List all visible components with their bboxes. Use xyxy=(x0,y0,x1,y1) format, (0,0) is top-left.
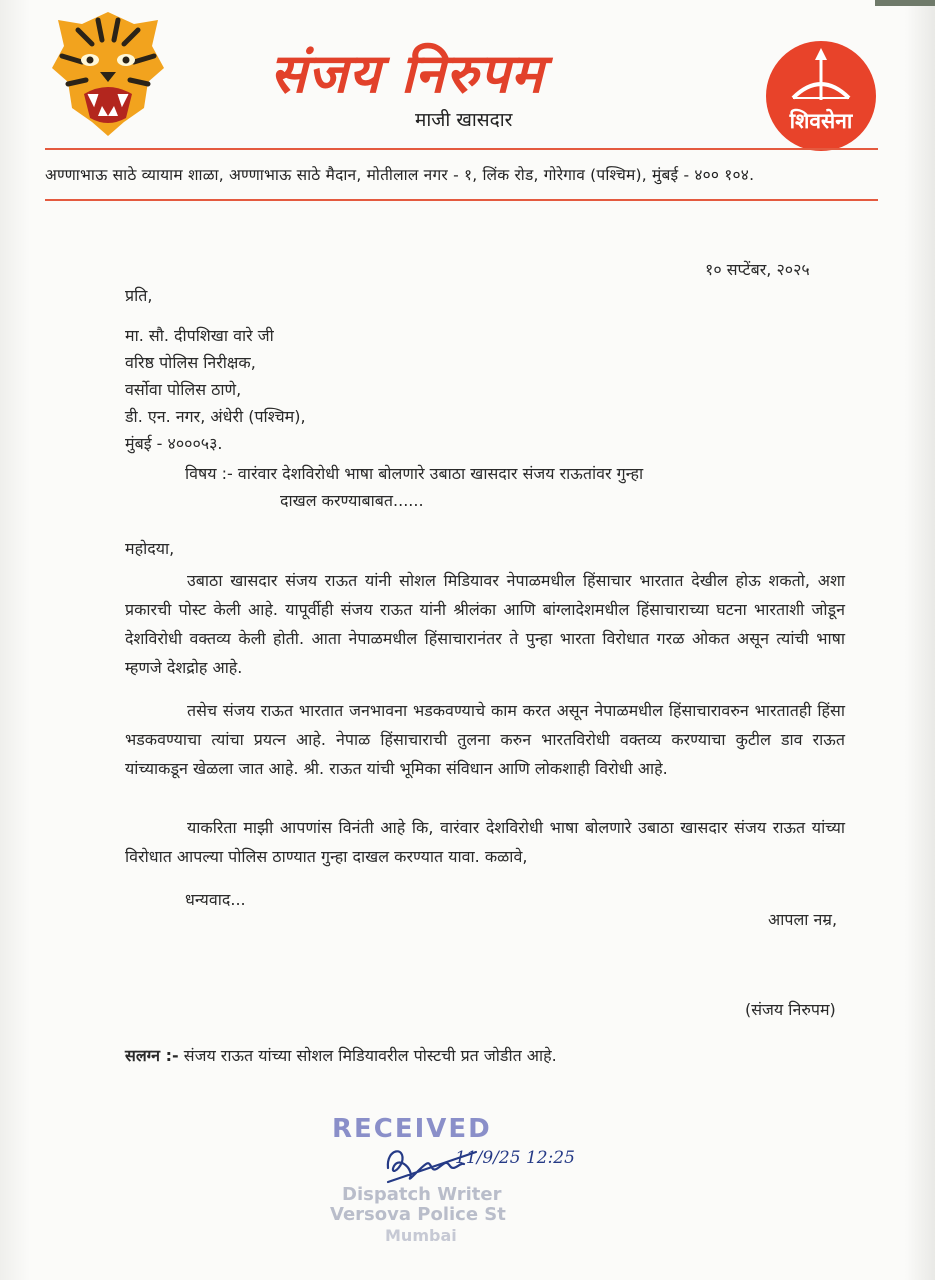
address-rule-top xyxy=(45,148,878,150)
recipient-line: डी. एन. नगर, अंधेरी (पश्चिम), xyxy=(125,407,306,426)
sender-name-title: संजय निरुपम xyxy=(270,42,544,105)
recipient-line: मा. सौ. दीपशिखा वारे जी xyxy=(125,326,274,345)
recipient-line: मुंबई - ४०००५३. xyxy=(125,434,223,453)
stamp-title: RECEIVED xyxy=(332,1114,492,1144)
stamp-handwritten-date: 11/9/25 12:25 xyxy=(455,1148,575,1168)
body-paragraph-1: उबाठा खासदार संजय राऊत यांनी सोशल मिडियावर नेपाळमधील हिंसाचार भारतात देखील होऊ शकतो, अशा प्रकारची पोस्ट केली आहे. यापूर्वीही संजय राऊत यांनी श्रीलंका आणि बांग्लादेशमधील हिंसाचाराच्या घटना भारताशी जोडून देशविरोधी वक्तव्य केली होती. आता नेपाळमधील हिंसाचारानंतर ते पुन्हा भारता विरोधात गरळ ओकत असून त्यांची भाषा म्हणजे देशद्रोह आहे. xyxy=(125,571,845,677)
body-paragraph-2: तसेच संजय राऊत भारतात जनभावना भडकवण्याचे काम करत असून नेपाळमधील हिंसाचारावरुन भारतातही हिंसा भडकवण्याचा त्यांचा प्रयत्न आहे. नेपाळ हिंसाचाराची तुलना करुन भारतविरोधी वक्तव्य करण्याचा कुटील डाव राऊत यांच्याकडून खेळला जात आहे. श्री. राऊत यांची भूमिका संविधान आणि लोकशाही विरोधी आहे. xyxy=(125,701,845,778)
tiger-emblem-icon xyxy=(48,10,168,138)
recipient-line: वर्सोवा पोलिस ठाणे, xyxy=(125,380,242,399)
enclosure-text: संजय राऊत यांच्या सोशल मिडियावरील पोस्टची प्रत जोडीत आहे. xyxy=(183,1046,557,1065)
enclosure-label: सलग्न :- xyxy=(125,1046,179,1065)
enclosure-line xyxy=(125,1044,557,1066)
subject-line: विषय :- वारंवार देशविरोधी भाषा बोलणारे उबाठा खासदार संजय राऊतांवर गुन्हा xyxy=(185,464,644,483)
closing-line: आपला नम्र, xyxy=(768,910,838,929)
subject-block xyxy=(185,460,785,514)
to-label: प्रति, xyxy=(125,286,153,305)
stamp-line: Dispatch Writer xyxy=(342,1184,502,1205)
subject-line: दाखल करण्याबाबत...... xyxy=(280,491,424,510)
logo-text: शिवसेना xyxy=(789,109,853,133)
stamp-line: Mumbai xyxy=(385,1226,457,1245)
recipient-line: वरिष्ठ पोलिस निरीक्षक, xyxy=(125,353,256,372)
salutation: महोदया, xyxy=(125,539,175,558)
shivsena-logo-icon xyxy=(765,40,877,152)
body-paragraph-3: याकरिता माझी आपणांस विनंती आहे कि, वारंवार देशविरोधी भाषा बोलणारे उबाठा खासदार संजय राऊत यांच्या विरोधात आपल्या पोलिस ठाण्यात गुन्हा दाखल करण्यात यावा. कळावे, xyxy=(125,818,845,866)
photo-edge-strip xyxy=(875,0,935,6)
recipient-block xyxy=(125,322,306,457)
letter-date: १० सप्टेंबर, २०२५ xyxy=(705,260,810,279)
address-rule-bottom xyxy=(45,199,878,201)
sender-address: अण्णाभाऊ साठे व्यायाम शाळा, अण्णाभाऊ साठे मैदान, मोतीलाल नगर - १, लिंक रोड, गोरेगाव (पश्चिम), मुंबई - ४०० १०४. xyxy=(45,166,755,184)
sender-designation: माजी खासदार xyxy=(415,109,513,131)
thanks-line: धन्यवाद... xyxy=(185,890,246,909)
stamp-line: Versova Police St xyxy=(330,1204,506,1225)
signature-name: (संजय निरुपम) xyxy=(745,1000,836,1019)
